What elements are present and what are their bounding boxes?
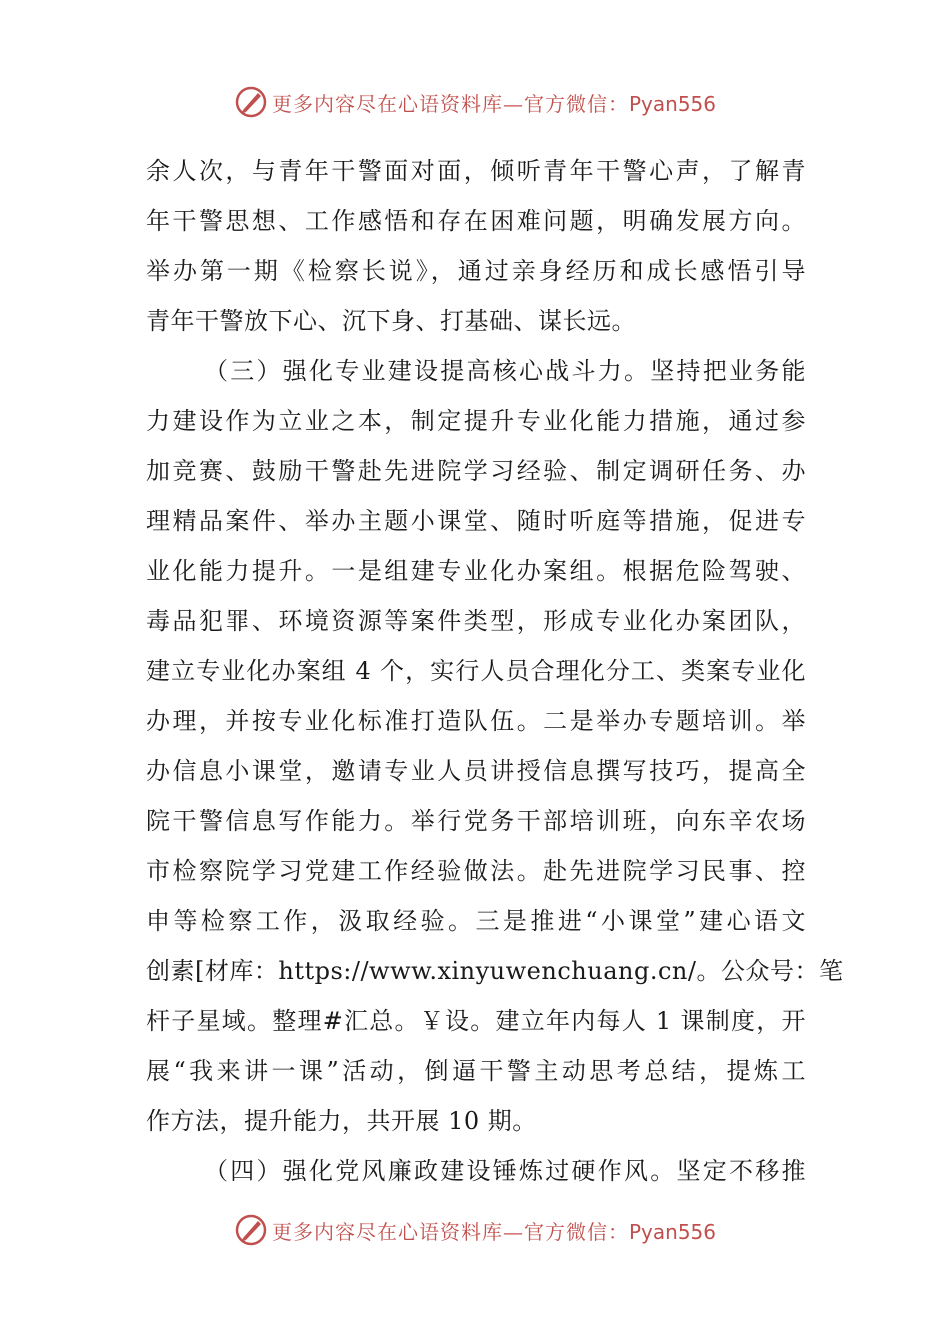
body-line: 业化能力提升。一是组建专业化办案组。根据危险驾驶、 <box>146 557 806 585</box>
body-line: 力建设作为立业之本，制定提升专业化能力措施，通过参 <box>146 407 806 435</box>
header-banner-wechat-id: Pyan556 <box>628 91 716 116</box>
body-line: 展“我来讲一课”活动，倒逼干警主动思考总结，提炼工 <box>146 1057 806 1085</box>
header-banner-text-cn: 更多内容尽在心语资料库—官方微信： <box>271 91 629 116</box>
document-body <box>146 146 844 1196</box>
body-line: 年干警思想、工作感悟和存在困难问题，明确发展方向。 <box>146 207 806 235</box>
header-banner <box>0 82 950 122</box>
body-line: 举办第一期《检察长说》，通过亲身经历和成长感悟引导 <box>146 257 806 285</box>
header-banner-text <box>272 88 716 117</box>
body-line: 毒品犯罪、环境资源等案件类型，形成专业化办案团队， <box>146 607 806 635</box>
body-line: 申等检察工作，汲取经验。三是推进“小课堂”建心语文 <box>146 907 806 935</box>
body-line-section-heading: （四）强化党风廉政建设锤炼过硬作风。坚定不移推 <box>204 1157 806 1185</box>
body-line: 建立专业化办案组 4 个，实行人员合理化分工、类案专业化 <box>146 657 806 685</box>
footer-banner-text <box>272 1216 716 1245</box>
body-line: 办信息小课堂，邀请专业人员讲授信息撰写技巧，提高全 <box>146 757 806 785</box>
body-line: 市检察院学习党建工作经验做法。赴先进院学习民事、控 <box>146 857 806 885</box>
body-line: 创素[材库：https://www.xinyuwenchuang.cn/。公众号：笔 <box>146 957 844 985</box>
body-line: 作方法，提升能力，共开展 10 期。 <box>146 1107 537 1135</box>
pen-logo-icon <box>234 1213 268 1247</box>
footer-banner <box>0 1210 950 1250</box>
footer-banner-text-cn: 更多内容尽在心语资料库—官方微信： <box>271 1219 629 1244</box>
body-line: 余人次，与青年干警面对面，倾听青年干警心声，了解青 <box>146 157 806 185</box>
body-line: 青年干警放下心、沉下身、打基础、谋长远。 <box>146 307 636 335</box>
footer-banner-wechat-id: Pyan556 <box>628 1219 716 1244</box>
body-line: 办理，并按专业化标准打造队伍。二是举办专题培训。举 <box>146 707 806 735</box>
body-line: 加竞赛、鼓励干警赴先进院学习经验、制定调研任务、办 <box>146 457 806 485</box>
body-line: 院干警信息写作能力。举行党务干部培训班，向东辛农场 <box>146 807 806 835</box>
pen-logo-icon <box>234 85 268 119</box>
body-line: 理精品案件、举办主题小课堂、随时听庭等措施，促进专 <box>146 507 806 535</box>
body-line-section-heading: （三）强化专业建设提高核心战斗力。坚持把业务能 <box>204 357 806 385</box>
body-line: 杆子星域。整理#汇总。￥设。建立年内每人 1 课制度，开 <box>146 1007 806 1035</box>
